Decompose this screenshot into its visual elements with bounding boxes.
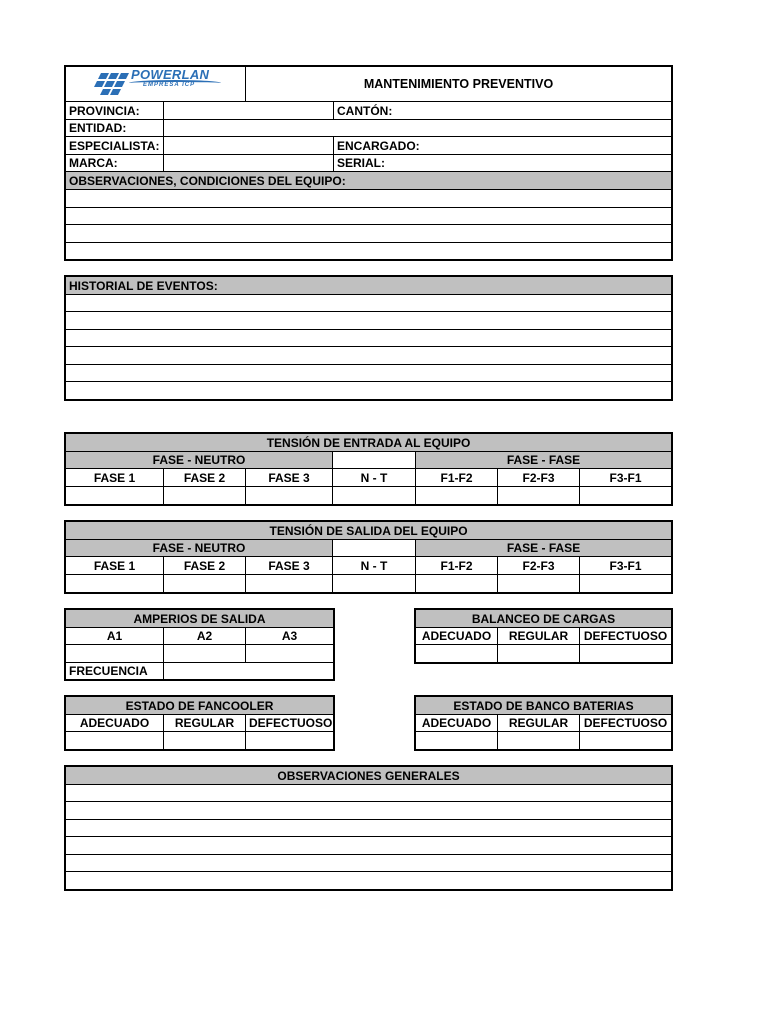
label-marca: MARCA: <box>66 155 164 172</box>
input-a3[interactable] <box>246 645 334 663</box>
col-fase1: FASE 1 <box>66 557 164 575</box>
col-adecuado: ADECUADO <box>66 715 164 732</box>
field-especialista[interactable] <box>164 137 334 155</box>
field-marca[interactable] <box>164 155 334 172</box>
input-defectuoso[interactable] <box>580 732 672 750</box>
input-f3-f1[interactable] <box>580 575 672 593</box>
balanceo-table <box>415 609 672 663</box>
observaciones-generales-title: OBSERVACIONES GENERALES <box>66 767 672 785</box>
amperios-table <box>65 609 334 680</box>
input-a2[interactable] <box>164 645 246 663</box>
tension-entrada-title: TENSIÓN DE ENTRADA AL EQUIPO <box>66 434 672 452</box>
observaciones-header: OBSERVACIONES, CONDICIONES DEL EQUIPO: <box>66 172 672 190</box>
tension-salida-table <box>65 521 672 593</box>
col-regular: REGULAR <box>498 715 580 732</box>
field-provincia-cont[interactable] <box>246 102 334 120</box>
input-fase2[interactable] <box>164 575 246 593</box>
tension-salida-title: TENSIÓN DE SALIDA DEL EQUIPO <box>66 522 672 540</box>
label-canton: CANTÓN: <box>334 102 672 120</box>
fancooler-title: ESTADO DE FANCOOLER <box>66 697 334 715</box>
historial-table <box>65 276 672 400</box>
input-regular[interactable] <box>164 732 246 750</box>
col-n-t: N - T <box>333 469 416 487</box>
col-a1: A1 <box>66 628 164 645</box>
input-f2-f3[interactable] <box>498 487 580 505</box>
header-form <box>65 66 672 260</box>
label-frecuencia: FRECUENCIA <box>66 663 164 680</box>
input-f1-f2[interactable] <box>416 487 498 505</box>
historial-line[interactable] <box>66 365 672 382</box>
generales-line[interactable] <box>66 872 672 890</box>
label-encargado: ENCARGADO: <box>334 137 672 155</box>
input-fase1[interactable] <box>66 487 164 505</box>
amperios-title: AMPERIOS DE SALIDA <box>66 610 334 628</box>
label-especialista: ESPECIALISTA: <box>66 137 164 155</box>
input-a1[interactable] <box>66 645 164 663</box>
col-defectuoso: DEFECTUOSO <box>246 715 334 732</box>
historial-line[interactable] <box>66 295 672 312</box>
col-defectuoso: DEFECTUOSO <box>580 715 672 732</box>
col-f3-f1: F3-F1 <box>580 557 672 575</box>
col-regular: REGULAR <box>164 715 246 732</box>
col-fase3: FASE 3 <box>246 557 333 575</box>
input-fase3[interactable] <box>246 487 333 505</box>
historial-header: HISTORIAL DE EVENTOS: <box>66 277 672 295</box>
col-adecuado: ADECUADO <box>416 628 498 645</box>
tension-entrada-table <box>65 433 672 505</box>
generales-line[interactable] <box>66 785 672 802</box>
generales-line[interactable] <box>66 820 672 837</box>
input-fase1[interactable] <box>66 575 164 593</box>
col-a2: A2 <box>164 628 246 645</box>
group-fase-neutro: FASE - NEUTRO <box>66 452 333 469</box>
observaciones-line[interactable] <box>66 208 672 225</box>
input-f3-f1[interactable] <box>580 487 672 505</box>
observaciones-line[interactable] <box>66 225 672 243</box>
col-f3-f1: F3-F1 <box>580 469 672 487</box>
observaciones-generales-table <box>65 766 672 890</box>
brand-logo-text: POWERLAN <box>131 66 210 82</box>
input-regular[interactable] <box>498 732 580 750</box>
balanceo-title: BALANCEO DE CARGAS <box>416 610 672 628</box>
input-frecuencia[interactable] <box>164 663 334 680</box>
input-adecuado[interactable] <box>66 732 164 750</box>
col-adecuado: ADECUADO <box>416 715 498 732</box>
generales-line[interactable] <box>66 837 672 855</box>
label-entidad: ENTIDAD: <box>66 120 164 137</box>
input-f2-f3[interactable] <box>498 575 580 593</box>
brand-logo-subtitle: EMPRESA ICP <box>143 81 196 88</box>
col-f1-f2: F1-F2 <box>416 557 498 575</box>
input-fase3[interactable] <box>246 575 333 593</box>
observaciones-line[interactable] <box>66 243 672 260</box>
input-defectuoso[interactable] <box>246 732 334 750</box>
col-n-t: N - T <box>333 557 416 575</box>
historial-line[interactable] <box>66 330 672 347</box>
col-defectuoso: DEFECTUOSO <box>580 628 672 645</box>
input-n-t[interactable] <box>333 575 416 593</box>
input-fase2[interactable] <box>164 487 246 505</box>
fancooler-table <box>65 696 334 750</box>
baterias-title: ESTADO DE BANCO BATERIAS <box>416 697 672 715</box>
field-provincia[interactable] <box>164 102 246 120</box>
col-fase3: FASE 3 <box>246 469 333 487</box>
generales-line[interactable] <box>66 802 672 820</box>
label-serial: SERIAL: <box>334 155 672 172</box>
input-adecuado[interactable] <box>416 645 498 663</box>
logo-cell <box>66 67 246 102</box>
group-blank <box>333 452 416 469</box>
col-f1-f2: F1-F2 <box>416 469 498 487</box>
label-provincia: PROVINCIA: <box>66 102 164 120</box>
input-n-t[interactable] <box>333 487 416 505</box>
baterias-table <box>415 696 672 750</box>
col-fase1: FASE 1 <box>66 469 164 487</box>
group-fase-fase: FASE - FASE <box>416 452 672 469</box>
col-f2-f3: F2-F3 <box>498 469 580 487</box>
group-blank <box>333 540 416 557</box>
field-entidad[interactable] <box>164 120 672 137</box>
observaciones-line[interactable] <box>66 190 672 208</box>
group-fase-fase: FASE - FASE <box>416 540 672 557</box>
historial-line[interactable] <box>66 312 672 330</box>
input-f1-f2[interactable] <box>416 575 498 593</box>
col-a3: A3 <box>246 628 334 645</box>
col-f2-f3: F2-F3 <box>498 557 580 575</box>
generales-line[interactable] <box>66 855 672 872</box>
col-fase2: FASE 2 <box>164 469 246 487</box>
col-regular: REGULAR <box>498 628 580 645</box>
historial-line[interactable] <box>66 347 672 365</box>
group-fase-neutro: FASE - NEUTRO <box>66 540 333 557</box>
input-regular[interactable] <box>498 645 580 663</box>
page-title: MANTENIMIENTO PREVENTIVO <box>246 67 672 102</box>
col-fase2: FASE 2 <box>164 557 246 575</box>
input-defectuoso[interactable] <box>580 645 672 663</box>
historial-line[interactable] <box>66 382 672 400</box>
input-adecuado[interactable] <box>416 732 498 750</box>
